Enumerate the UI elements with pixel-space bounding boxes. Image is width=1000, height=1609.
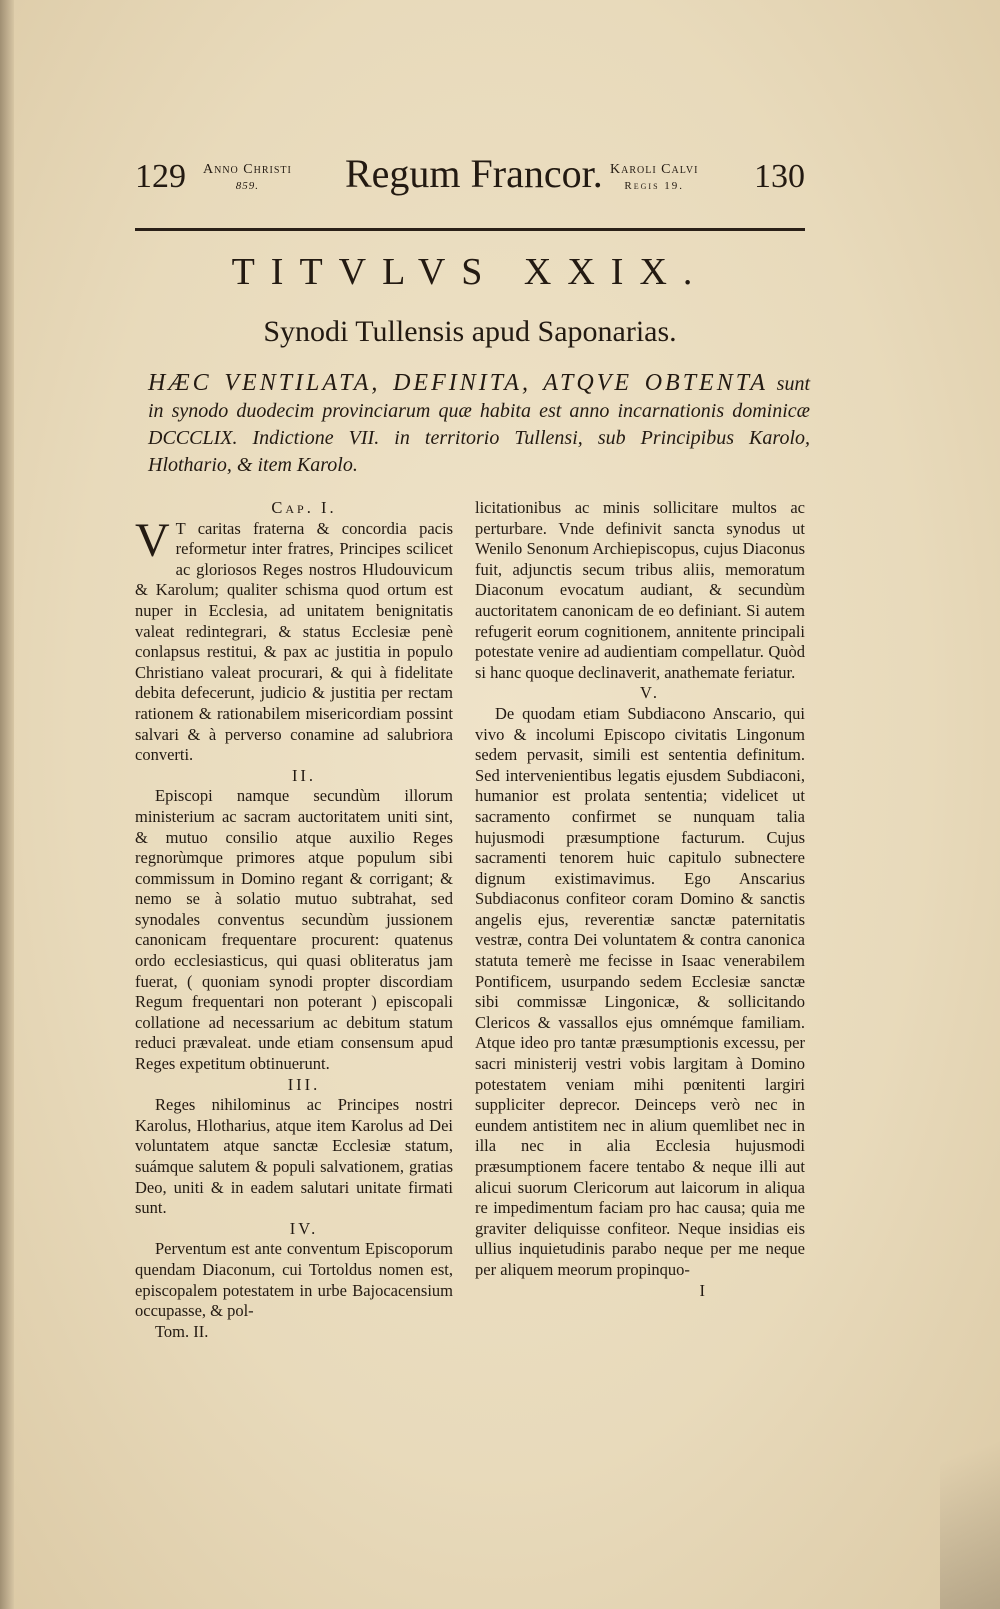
page-gutter-shadow (0, 0, 14, 1609)
chapter-heading: Cap. I. (271, 498, 337, 517)
chapter-paragraph: Reges nihilominus ac Principes nostri Karolus, Hlotharius, atque item Karolus ad Dei voluntatem atque sanctæ Ecclesiæ statum, suámque salutem & populi salvationem, gratias Deo, uniti & in eadem salutari unitate firmati sunt. (135, 1095, 453, 1218)
catchword: I (699, 1280, 705, 1300)
anno-christi-label (203, 162, 292, 194)
titulus-heading: TITVLVS XXIX. (231, 251, 709, 293)
continued-paragraph: licitationibus ac minis sollicitare multos ac perturbare. Vnde definivit sancta synodus ut Wenilo Senonum Archiepiscopus, cujus Diaconus fuit, adjunctis secum tribus aliis, memoratum Diaconum evocatum audiant, & secundùm auctoritatem canonicam de eo definiant. Si autem refugerit eorum cognitionem, annitente principali potestate venire ad audientiam compellatur. Quòd si hanc quoque declinaverit, anathemate feriatur. (475, 498, 805, 682)
page-corner-shadow (940, 1349, 1000, 1609)
intro-caps: HÆC VENTILATA, DEFINITA, ATQVE OBTENTA (148, 370, 768, 396)
chapter-text: T caritas fraterna & concordia pacis reformetur inter fratres, Principes scilicet ac gloriosos Reges nostros Hludouvicum & Karolum; qualiter schisma quod ortum est nuper in Ecclesia, ad unitatem benignitatis valeat redintegrari, & status Ecclesiæ penè conlapsus restitui, & pax ac justitia in populo Christiano valeat procurari, & qui à fidelitate debita defecerunt, judicio & justitia per rectam rationem & rationabilem misericordiam possint salvari & à perverso conamine ad salubriora converti. (135, 518, 453, 765)
right-column (475, 498, 805, 1301)
anno-christi-text: Anno Christi (203, 162, 292, 177)
chapter-paragraph: Episcopi namque secundùm illorum ministerium ac sacram auctoritatem uniti sint, & mutuo consilio atque auxilio Reges regnorùmque primores atque populum sibi commissum in Domino regant & corrigant; & nemo se à solatio mutuo subtrahat, sed synodales conventus secundùm jussionem canonicam frequentare procurent: quatenus ordo ecclesiasticus, qui quasi obliteratus jam fuerat, ( quoniam synodi propter discordiam Regum frequentari non poterant ) episcopali collatione ad necessarium ac debitum statum reduci prævaleat. unde etiam consensum apud Reges expetitum obtinuerunt. (135, 786, 453, 1074)
intro-body: sunt in synodo duodecim provinciarum quæ habita est anno incarnationis dominicæ DCCCLIX. Indictione VII. in territorio Tullensi, sub Principibus Karolo, Hlothario, & item Karolo. (148, 373, 810, 476)
page-number-right: 130 (754, 158, 805, 195)
page-number-left: 129 (135, 158, 186, 195)
drop-capital: V (135, 513, 170, 567)
chapter-paragraph (135, 513, 453, 766)
chapter-paragraph: De quodam etiam Subdiacono Anscario, qui vivo & incolumi Episcopo civitatis Lingonum sedem pervasit, simili est sententia definitum. Sed intervenientibus legatis ejusdem Subdiaconi, humanior est prolata sententia; videlicet ut sacramento confirmet se nunquam talia hujusmodi præsumptione facturum. Cujus sacramenti tenorem huic capitulo subnectere dignum existimavimus. Ego Anscarius Subdiaconus confiteor coram Domino & sanctis angelis ejus, reverentiæ sanctæ paternitatis vestræ, contra Dei voluntatem & contra canonica statuta temerè me fecisse in Isaac venerabilem Pontificem, usurpando sedem Ecclesiæ sanctæ sibi commissæ Lingonicæ, & sollicitando Clericos & vassallos ejus omnémque familiam. Atque ideo pro tantæ præsumptionis excessu, per sacri ministerij vestri vobis largitam à Domino potestatem veniam mihi pœnitenti largiri suppliciter deprecor. Deinceps verò nec in eundem antistitem nec in alium quemlibet nec in illa nec in alia Ecclesia hujusmodi præsumptionem facere tentabo & neque illi aut alicui suorum Clericorum aut laicorum in aliqua re impedimentum faciam pro hac causa; quia me graviter deliquisse confiteor. Neque insidias eis ullius inquietudinis parabo neque per me neque per aliquem meorum propinquo- (475, 703, 805, 1279)
chapter-paragraph: Perventum est ante conventum Episcoporum quendam Diaconum, cui Tortoldus nomen est, episcopalem potestatem in urbe Bajocacensium occupasse, & pol- (135, 1239, 453, 1321)
header-rule (135, 228, 805, 231)
anno-year: 859. (235, 180, 260, 192)
intro-paragraph (148, 370, 810, 479)
karoli-calvi-label (610, 162, 698, 194)
volume-signature: Tom. II. (155, 1321, 209, 1341)
chapter-heading: II. (291, 765, 317, 785)
chapter-heading: IV. (289, 1218, 319, 1238)
chapter-heading: V. (640, 683, 660, 703)
chapter-heading: III. (287, 1074, 321, 1094)
regis-year: Regis 19. (624, 180, 685, 192)
synod-subtitle: Synodi Tullensis apud Saponarias. (263, 315, 677, 348)
karoli-calvi-text: Karoli Calvi (610, 162, 699, 177)
running-header (135, 150, 805, 210)
running-title: Regum Francor. (345, 151, 603, 196)
left-column (135, 498, 453, 1342)
